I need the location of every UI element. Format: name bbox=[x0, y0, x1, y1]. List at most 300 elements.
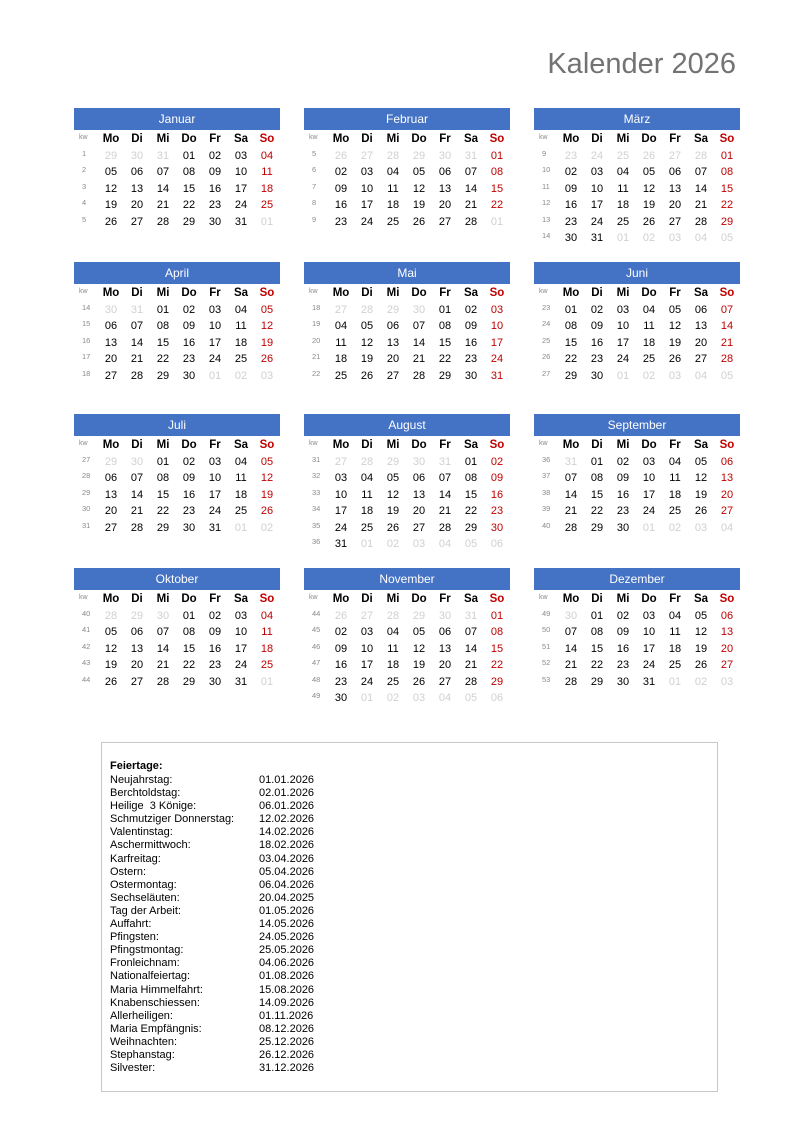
holiday-name: Allerheiligen: bbox=[110, 1009, 173, 1022]
day-cell: 06 bbox=[720, 455, 734, 468]
week-number: 46 bbox=[312, 641, 321, 651]
weekday-header: Mo bbox=[562, 593, 580, 605]
day-cell: 16 bbox=[208, 182, 222, 195]
day-cell: 10 bbox=[208, 472, 222, 484]
day-cell: 07 bbox=[720, 303, 734, 316]
day-cell: 05 bbox=[260, 303, 274, 316]
day-cell: 07 bbox=[694, 166, 708, 178]
day-cell: 02 bbox=[386, 538, 400, 550]
day-cell: 11 bbox=[261, 626, 273, 638]
holiday-row bbox=[110, 905, 314, 918]
week-number: 30 bbox=[82, 504, 91, 513]
day-cell: 17 bbox=[334, 505, 348, 517]
day-cell: 28 bbox=[156, 675, 170, 688]
holiday-date: 14.02.2026 bbox=[259, 826, 315, 839]
day-cell: 29 bbox=[438, 369, 452, 382]
day-cell: 27 bbox=[360, 149, 374, 162]
day-cell: 29 bbox=[182, 675, 196, 688]
week-number: 52 bbox=[542, 658, 551, 667]
day-cell: 04 bbox=[234, 303, 248, 316]
day-cell: 31 bbox=[438, 455, 452, 468]
day-cell: 05 bbox=[464, 538, 478, 550]
day-cell: 15 bbox=[720, 182, 734, 195]
day-cell: 24 bbox=[616, 353, 630, 365]
weekday-header: Mi bbox=[156, 593, 170, 605]
week-number: 17 bbox=[82, 352, 91, 361]
day-cell: 27 bbox=[668, 215, 682, 228]
weekday-header: Sa bbox=[463, 287, 479, 299]
day-cell: 15 bbox=[156, 336, 170, 349]
day-cell: 09 bbox=[616, 472, 630, 484]
week-number: 27 bbox=[82, 454, 91, 464]
holiday-date: 24.05.2026 bbox=[259, 931, 315, 944]
day-cell: 09 bbox=[334, 182, 348, 195]
day-cell: 10 bbox=[334, 488, 348, 501]
day-cell: 28 bbox=[360, 303, 374, 316]
day-cell: 25 bbox=[360, 521, 374, 534]
day-cell: 19 bbox=[412, 199, 426, 211]
holiday-name: Ostern: bbox=[110, 865, 147, 878]
day-cell: 16 bbox=[590, 336, 604, 349]
weekday-header: Sa bbox=[693, 439, 709, 451]
day-cell: 09 bbox=[334, 642, 348, 655]
day-cell: 30 bbox=[104, 303, 118, 316]
holiday-date: 05.04.2026 bbox=[259, 865, 315, 878]
day-cell: 21 bbox=[694, 199, 708, 211]
day-cell: 02 bbox=[464, 303, 478, 316]
day-cell: 01 bbox=[182, 609, 196, 622]
day-cell: 16 bbox=[182, 488, 196, 501]
day-cell: 16 bbox=[208, 642, 222, 655]
holidays-box bbox=[101, 742, 718, 1092]
weekday-header: Di bbox=[131, 593, 143, 605]
day-cell: 02 bbox=[208, 609, 222, 622]
day-cell: 28 bbox=[464, 675, 478, 688]
page-title: Kalender 2026 bbox=[547, 48, 736, 80]
day-cell: 11 bbox=[235, 472, 247, 484]
day-cell: 10 bbox=[234, 626, 248, 638]
day-cell: 21 bbox=[720, 336, 734, 349]
week-number: 44 bbox=[312, 608, 321, 618]
day-cell: 01 bbox=[590, 609, 604, 622]
day-cell: 30 bbox=[616, 675, 630, 688]
holiday-name: Berchtoldstag: bbox=[110, 787, 181, 800]
day-cell: 03 bbox=[360, 626, 374, 638]
day-cell: 13 bbox=[130, 642, 144, 655]
day-cell: 01 bbox=[438, 303, 452, 316]
day-cell: 30 bbox=[412, 303, 426, 316]
week-number: 33 bbox=[312, 487, 321, 497]
day-cell: 07 bbox=[564, 472, 578, 484]
week-number-header: kw bbox=[309, 288, 318, 295]
weekday-header: So bbox=[259, 593, 275, 605]
holiday-name: Pfingstmontag: bbox=[110, 944, 184, 957]
month-grid bbox=[302, 437, 510, 553]
day-cell: 13 bbox=[438, 642, 452, 655]
day-cell: 11 bbox=[235, 320, 247, 332]
day-cell: 30 bbox=[412, 455, 426, 468]
day-cell: 04 bbox=[642, 303, 656, 316]
day-cell: 05 bbox=[412, 166, 426, 178]
holiday-name: Maria Himmelfahrt: bbox=[110, 983, 203, 996]
day-cell: 15 bbox=[490, 182, 504, 195]
weekday-header: Mi bbox=[386, 439, 400, 451]
week-number-header: kw bbox=[539, 440, 548, 447]
week-number: 20 bbox=[312, 335, 321, 345]
day-cell: 22 bbox=[590, 505, 604, 517]
weekday-header: So bbox=[489, 287, 505, 299]
holiday-name: Maria Empfängnis: bbox=[110, 1022, 202, 1035]
day-cell: 22 bbox=[590, 659, 604, 671]
week-number: 29 bbox=[82, 487, 91, 497]
day-cell: 23 bbox=[182, 353, 196, 365]
day-cell: 11 bbox=[643, 320, 655, 332]
day-cell: 04 bbox=[438, 692, 452, 704]
weekday-header: Mi bbox=[616, 287, 630, 299]
month-grid bbox=[72, 285, 280, 384]
day-cell: 01 bbox=[668, 675, 682, 688]
day-cell: 22 bbox=[156, 505, 170, 517]
weekday-header: Fr bbox=[209, 593, 221, 605]
weekday-header: Di bbox=[591, 593, 603, 605]
day-cell: 29 bbox=[590, 675, 604, 688]
day-cell: 03 bbox=[334, 472, 348, 484]
weekday-header: Di bbox=[591, 133, 603, 145]
holiday-row bbox=[110, 1036, 314, 1049]
weekday-header: Fr bbox=[669, 593, 681, 605]
day-cell: 22 bbox=[182, 199, 196, 211]
day-cell: 13 bbox=[386, 336, 400, 349]
day-cell: 08 bbox=[490, 626, 504, 638]
holiday-row bbox=[110, 918, 314, 931]
week-number: 48 bbox=[312, 674, 321, 684]
holiday-row bbox=[110, 1010, 314, 1023]
week-number: 14 bbox=[82, 302, 91, 312]
day-cell: 04 bbox=[668, 609, 682, 622]
week-number: 32 bbox=[312, 471, 321, 480]
month-0 bbox=[72, 108, 280, 230]
day-cell: 19 bbox=[260, 336, 274, 349]
day-cell: 07 bbox=[130, 472, 144, 484]
day-cell: 21 bbox=[156, 659, 170, 671]
day-cell: 29 bbox=[720, 215, 734, 228]
day-cell: 06 bbox=[130, 166, 144, 178]
day-cell: 20 bbox=[720, 642, 734, 655]
weekday-header: Fr bbox=[439, 133, 451, 145]
holiday-row bbox=[110, 944, 314, 957]
day-cell: 05 bbox=[464, 692, 478, 704]
week-number-header: kw bbox=[309, 594, 318, 601]
weekday-header: So bbox=[719, 439, 735, 451]
day-cell: 17 bbox=[234, 182, 248, 195]
day-cell: 01 bbox=[208, 369, 222, 382]
day-cell: 31 bbox=[234, 215, 248, 228]
month-11 bbox=[532, 568, 740, 690]
week-number: 44 bbox=[82, 674, 91, 684]
holiday-row bbox=[110, 813, 314, 826]
month-header: Februar bbox=[304, 108, 510, 130]
day-cell: 15 bbox=[464, 488, 478, 501]
weekday-header: Sa bbox=[463, 593, 479, 605]
month-grid bbox=[302, 591, 510, 707]
day-cell: 20 bbox=[104, 505, 118, 517]
day-cell: 12 bbox=[386, 488, 400, 501]
day-cell: 01 bbox=[642, 521, 656, 534]
weekday-header: Do bbox=[411, 133, 427, 145]
week-number: 1 bbox=[82, 148, 87, 158]
day-cell: 02 bbox=[386, 692, 400, 704]
day-cell: 27 bbox=[104, 521, 118, 534]
day-cell: 23 bbox=[616, 659, 630, 671]
day-cell: 17 bbox=[360, 659, 374, 671]
day-cell: 22 bbox=[438, 353, 452, 365]
week-number: 19 bbox=[312, 319, 321, 328]
day-cell: 20 bbox=[438, 199, 452, 211]
day-cell: 11 bbox=[261, 166, 273, 178]
day-cell: 08 bbox=[590, 626, 604, 638]
day-cell: 02 bbox=[334, 626, 348, 638]
day-cell: 27 bbox=[360, 609, 374, 622]
week-number: 25 bbox=[542, 335, 551, 345]
month-header: April bbox=[74, 262, 280, 284]
weekday-header: Do bbox=[641, 133, 657, 145]
day-cell: 02 bbox=[182, 455, 196, 468]
day-cell: 20 bbox=[386, 353, 400, 365]
day-cell: 29 bbox=[156, 521, 170, 534]
holiday-date: 25.12.2026 bbox=[259, 1035, 315, 1048]
day-cell: 06 bbox=[438, 166, 452, 178]
day-cell: 12 bbox=[412, 642, 426, 655]
day-cell: 26 bbox=[260, 353, 274, 365]
month-grid bbox=[532, 285, 740, 384]
day-cell: 02 bbox=[668, 521, 682, 534]
day-cell: 07 bbox=[412, 320, 426, 332]
day-cell: 15 bbox=[182, 642, 196, 655]
weekday-header: Sa bbox=[233, 287, 249, 299]
day-cell: 02 bbox=[234, 369, 248, 382]
holiday-row bbox=[110, 984, 314, 997]
week-number: 49 bbox=[312, 691, 321, 700]
day-cell: 24 bbox=[234, 659, 248, 671]
day-cell: 14 bbox=[130, 488, 144, 501]
day-cell: 13 bbox=[694, 320, 708, 332]
day-cell: 03 bbox=[234, 149, 248, 162]
month-header: September bbox=[534, 414, 740, 436]
day-cell: 23 bbox=[590, 353, 604, 365]
day-cell: 11 bbox=[335, 336, 347, 349]
day-cell: 26 bbox=[104, 675, 118, 688]
day-cell: 10 bbox=[616, 320, 630, 332]
weekday-header: Di bbox=[361, 287, 373, 299]
month-grid bbox=[302, 131, 510, 230]
week-number: 42 bbox=[82, 641, 91, 651]
day-cell: 02 bbox=[182, 303, 196, 316]
day-cell: 27 bbox=[130, 675, 144, 688]
day-cell: 02 bbox=[260, 521, 274, 534]
day-cell: 30 bbox=[564, 609, 578, 622]
day-cell: 15 bbox=[490, 642, 504, 655]
holiday-name: Ostermontag: bbox=[110, 878, 177, 891]
day-cell: 18 bbox=[360, 505, 374, 517]
day-cell: 29 bbox=[156, 369, 170, 382]
day-cell: 02 bbox=[616, 609, 630, 622]
week-number-header: kw bbox=[309, 134, 318, 141]
weekday-header: Mi bbox=[156, 439, 170, 451]
holiday-name: Valentinstag: bbox=[110, 826, 173, 839]
month-header: Juli bbox=[74, 414, 280, 436]
day-cell: 27 bbox=[720, 505, 734, 517]
day-cell: 15 bbox=[590, 488, 604, 501]
weekday-header: Fr bbox=[669, 439, 681, 451]
day-cell: 08 bbox=[156, 472, 170, 484]
day-cell: 18 bbox=[668, 642, 682, 655]
day-cell: 16 bbox=[490, 488, 504, 501]
weekday-header: Fr bbox=[209, 133, 221, 145]
day-cell: 27 bbox=[668, 149, 682, 162]
day-cell: 25 bbox=[260, 659, 274, 671]
day-cell: 18 bbox=[234, 488, 248, 501]
day-cell: 28 bbox=[564, 675, 578, 688]
weekday-header: So bbox=[489, 593, 505, 605]
day-cell: 11 bbox=[361, 488, 373, 501]
week-number: 26 bbox=[542, 352, 551, 361]
day-cell: 27 bbox=[438, 215, 452, 228]
weekday-header: Mi bbox=[386, 593, 400, 605]
day-cell: 30 bbox=[438, 609, 452, 622]
day-cell: 24 bbox=[234, 199, 248, 211]
day-cell: 14 bbox=[156, 642, 170, 655]
day-cell: 28 bbox=[130, 521, 144, 534]
holiday-date: 31.12.2026 bbox=[259, 1062, 315, 1075]
weekday-header: Mi bbox=[616, 593, 630, 605]
weekday-header: Do bbox=[181, 439, 197, 451]
holiday-date: 06.01.2026 bbox=[259, 800, 315, 813]
holiday-date: 01.08.2026 bbox=[259, 970, 315, 983]
day-cell: 31 bbox=[464, 149, 478, 162]
day-cell: 11 bbox=[669, 626, 681, 638]
day-cell: 26 bbox=[668, 353, 682, 365]
day-cell: 30 bbox=[130, 149, 144, 162]
day-cell: 20 bbox=[438, 659, 452, 671]
weekday-header: Do bbox=[641, 287, 657, 299]
day-cell: 23 bbox=[334, 675, 348, 688]
day-cell: 01 bbox=[260, 675, 274, 688]
day-cell: 06 bbox=[490, 692, 504, 704]
day-cell: 13 bbox=[720, 626, 734, 638]
weekday-header: So bbox=[719, 593, 735, 605]
week-number: 28 bbox=[82, 471, 91, 480]
holiday-date: 26.12.2026 bbox=[259, 1048, 315, 1061]
weekday-header: Mo bbox=[102, 287, 120, 299]
day-cell: 02 bbox=[694, 675, 708, 688]
day-cell: 11 bbox=[669, 472, 681, 484]
day-cell: 29 bbox=[564, 369, 578, 382]
holiday-date: 18.02.2026 bbox=[259, 839, 315, 852]
day-cell: 17 bbox=[360, 199, 374, 211]
day-cell: 15 bbox=[590, 642, 604, 655]
weekday-header: So bbox=[489, 133, 505, 145]
week-number-header: kw bbox=[539, 594, 548, 601]
weekday-header: So bbox=[489, 439, 505, 451]
day-cell: 29 bbox=[386, 455, 400, 468]
day-cell: 29 bbox=[412, 149, 426, 162]
day-cell: 23 bbox=[208, 659, 222, 671]
day-cell: 25 bbox=[668, 505, 682, 517]
day-cell: 04 bbox=[360, 472, 374, 484]
day-cell: 10 bbox=[642, 626, 656, 638]
day-cell: 13 bbox=[130, 182, 144, 195]
day-cell: 19 bbox=[694, 642, 708, 655]
week-number: 39 bbox=[542, 504, 551, 513]
day-cell: 04 bbox=[260, 149, 274, 162]
day-cell: 23 bbox=[564, 215, 578, 228]
week-number: 31 bbox=[82, 520, 91, 530]
day-cell: 09 bbox=[464, 320, 478, 332]
month-grid bbox=[532, 437, 740, 536]
day-cell: 30 bbox=[208, 215, 222, 228]
day-cell: 21 bbox=[156, 199, 170, 211]
day-cell: 01 bbox=[464, 455, 478, 468]
month-6 bbox=[72, 414, 280, 536]
day-cell: 04 bbox=[438, 538, 452, 550]
weekday-header: Mo bbox=[102, 133, 120, 145]
day-cell: 11 bbox=[387, 182, 399, 195]
month-2 bbox=[532, 108, 740, 247]
day-cell: 28 bbox=[386, 149, 400, 162]
day-cell: 10 bbox=[590, 182, 604, 195]
weekday-header: So bbox=[719, 133, 735, 145]
weekday-header: Mi bbox=[386, 133, 400, 145]
day-cell: 22 bbox=[490, 659, 504, 671]
day-cell: 28 bbox=[564, 521, 578, 534]
day-cell: 25 bbox=[668, 659, 682, 671]
day-cell: 28 bbox=[694, 149, 708, 162]
weekday-header: Sa bbox=[233, 439, 249, 451]
month-header: August bbox=[304, 414, 510, 436]
day-cell: 08 bbox=[156, 320, 170, 332]
day-cell: 09 bbox=[590, 320, 604, 332]
month-header: Januar bbox=[74, 108, 280, 130]
day-cell: 04 bbox=[694, 232, 708, 244]
day-cell: 03 bbox=[260, 369, 274, 382]
week-number: 7 bbox=[312, 181, 317, 191]
day-cell: 24 bbox=[360, 215, 374, 228]
day-cell: 03 bbox=[694, 521, 708, 534]
holiday-name: Tag der Arbeit: bbox=[110, 904, 181, 917]
day-cell: 16 bbox=[616, 642, 630, 655]
week-number: 34 bbox=[312, 504, 321, 513]
holiday-name: Heilige 3 Könige: bbox=[110, 800, 197, 813]
day-cell: 20 bbox=[668, 199, 682, 211]
day-cell: 21 bbox=[438, 505, 452, 517]
day-cell: 20 bbox=[130, 659, 144, 671]
week-number: 10 bbox=[542, 165, 551, 174]
day-cell: 07 bbox=[156, 166, 170, 178]
week-number: 11 bbox=[542, 181, 550, 191]
day-cell: 31 bbox=[490, 369, 504, 382]
holiday-row bbox=[110, 1049, 314, 1062]
day-cell: 04 bbox=[260, 609, 274, 622]
holiday-date: 01.11.2026 bbox=[259, 1009, 314, 1022]
day-cell: 22 bbox=[464, 505, 478, 517]
day-cell: 25 bbox=[616, 215, 630, 228]
weekday-header: Mi bbox=[616, 133, 630, 145]
day-cell: 05 bbox=[412, 626, 426, 638]
day-cell: 26 bbox=[260, 505, 274, 517]
day-cell: 23 bbox=[208, 199, 222, 211]
holiday-date: 04.06.2026 bbox=[259, 957, 315, 970]
week-number-header: kw bbox=[539, 288, 548, 295]
